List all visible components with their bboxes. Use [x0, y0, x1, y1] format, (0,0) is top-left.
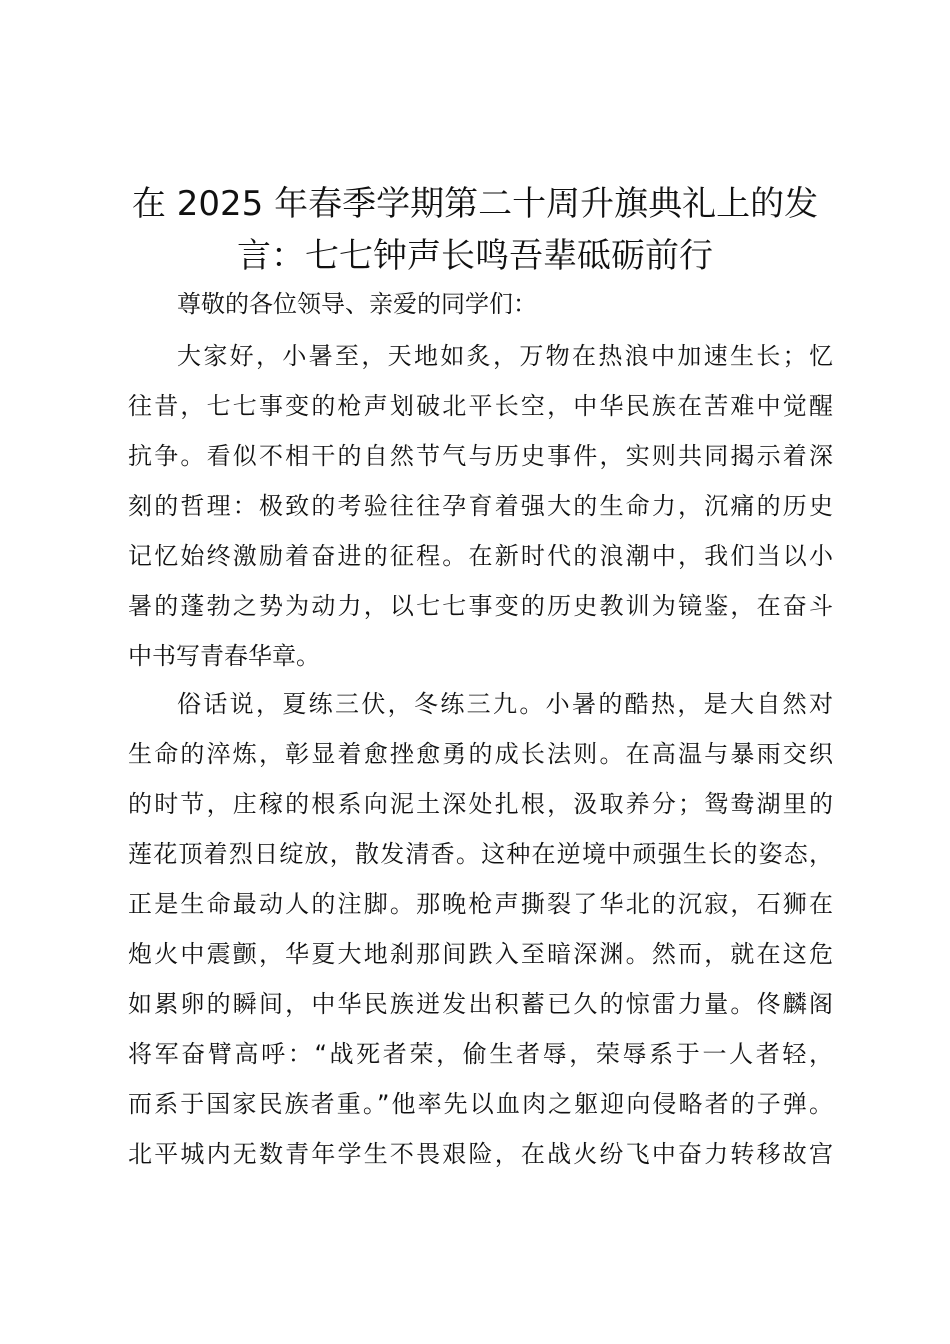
- paragraph-2-line: 如累卵的瞬间，中华民族迸发出积蓄已久的惊雷力量。佟麟阁: [128, 990, 833, 1018]
- paragraph-2-line: 北平城内无数青年学生不畏艰险，在战火纷飞中奋力转移故宫: [128, 1140, 833, 1168]
- paragraph-1-line: 记忆始终激励着奋进的征程。在新时代的浪潮中，我们当以小: [128, 542, 833, 570]
- paragraph-2-line: 将军奋臂高呼：“战死者荣，偷生者辱，荣辱系于一人者轻，: [128, 1040, 833, 1068]
- paragraph-1-line: 大家好，小暑至，天地如炙，万物在热浪中加速生长；忆: [177, 342, 833, 370]
- paragraph-2-line: 生命的淬炼，彰显着愈挫愈勇的成长法则。在高温与暴雨交织: [128, 740, 833, 768]
- paragraph-2-line: 莲花顶着烈日绽放，散发清香。这种在逆境中顽强生长的姿态，: [128, 840, 833, 868]
- paragraph-1-line: 暑的蓬勃之势为动力，以七七事变的历史教训为镜鉴，在奋斗: [128, 592, 833, 620]
- paragraph-1-line: 中书写青春华章。: [128, 642, 320, 670]
- paragraph-2-line: 的时节，庄稼的根系向泥土深处扎根，汲取养分；鸳鸯湖里的: [128, 790, 833, 818]
- paragraph-1-line: 往昔，七七事变的枪声划破北平长空，中华民族在苦难中觉醒: [128, 392, 833, 420]
- document-title: [120, 178, 830, 282]
- paragraph-1-line: 刻的哲理：极致的考验往往孕育着强大的生命力，沉痛的历史: [128, 492, 833, 520]
- title-line-2: 言：七七钟声长鸣吾辈砥砺前行: [237, 236, 713, 276]
- paragraph-2-line: 而系于国家民族者重。”他率先以血肉之躯迎向侵略者的子弹。: [128, 1090, 833, 1118]
- greeting: 尊敬的各位领导、亲爱的同学们：: [177, 290, 537, 318]
- paragraph-2-line: 俗话说，夏练三伏，冬练三九。小暑的酷热，是大自然对: [177, 690, 833, 718]
- paragraph-2-line: 炮火中震颤，华夏大地刹那间跌入至暗深渊。然而，就在这危: [128, 940, 833, 968]
- paragraph-2-line: 正是生命最动人的注脚。那晚枪声撕裂了华北的沉寂，石狮在: [128, 890, 833, 918]
- title-line-1: 在 2025 年春季学期第二十周升旗典礼上的发: [131, 184, 819, 224]
- paragraph-1-line: 抗争。看似不相干的自然节气与历史事件，实则共同揭示着深: [128, 442, 833, 470]
